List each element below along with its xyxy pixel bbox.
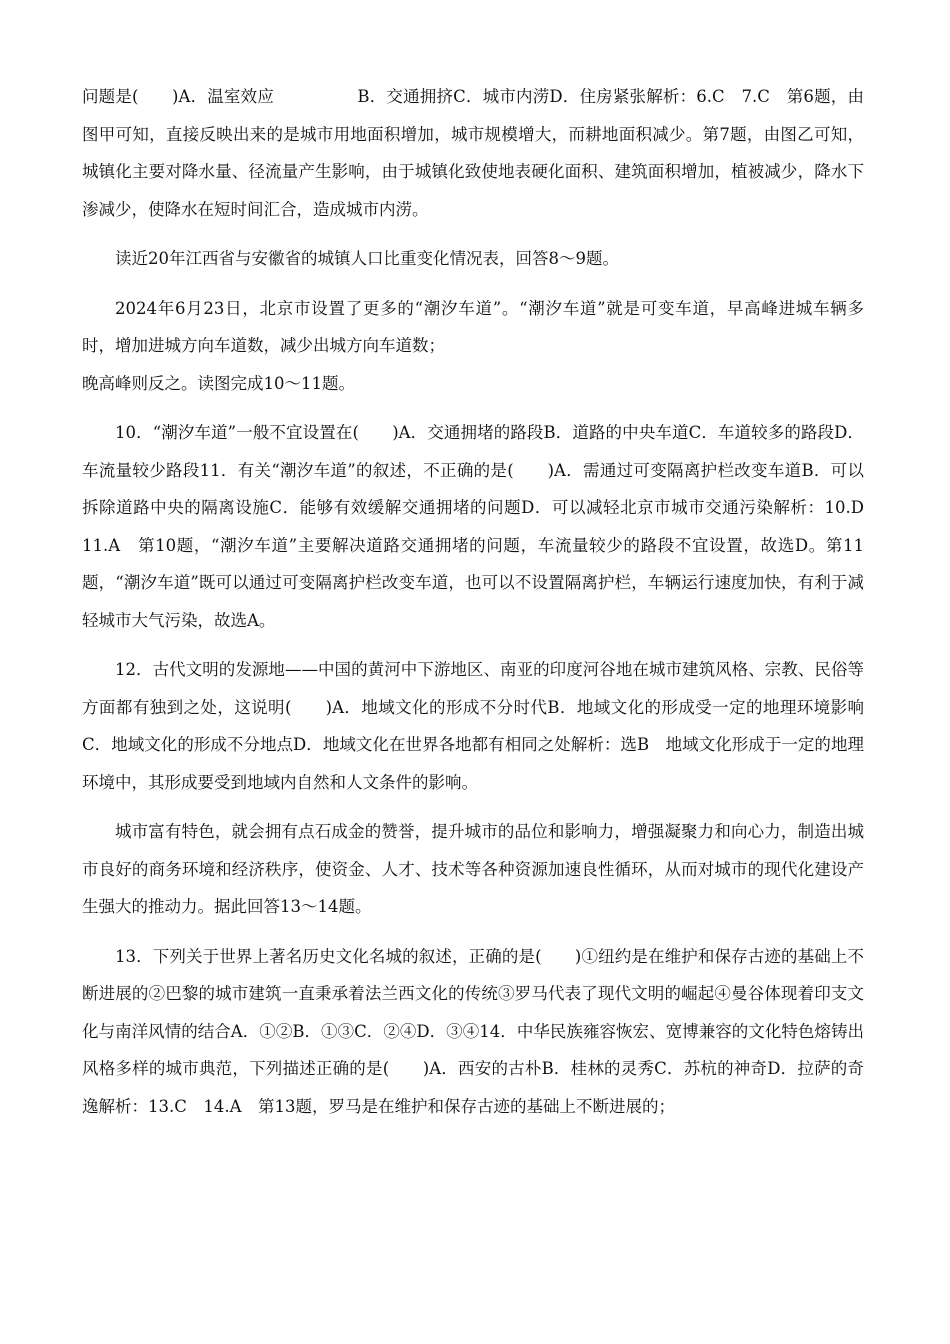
paragraph-q13-14-intro: 城市富有特色，就会拥有点石成金的赞誉，提升城市的品位和影响力，增强凝聚力和向心力，制造出城市良好的商务环境和经济秩序，使资金、人才、技术等各种资源加速良性循环，从而对城市的现代化建设产生强大的推动力。据此回答13～14题。 — [82, 822, 864, 916]
document-page — [82, 78, 881, 1137]
paragraph-q6-7-answer: 问题是( )A．温室效应 B．交通拥挤C．城市内涝D．住房紧张解析：6.C 7.C 第6题，由图甲可知，直接反映出来的是城市用地面积增加，城市规模增大，而耕地面积减少。第7题，由图乙可知，城镇化主要对降水量、径流量产生影响，由于城镇化致使地表硬化面积、建筑面积增加，植被减少，降水下渗减少，使降水在短时间汇合，造成城市内涝。 — [82, 87, 864, 219]
paragraph-q13-14: 13．下列关于世界上著名历史文化名城的叙述，正确的是( )①纽约是在维护和保存古迹的基础上不断进展的②巴黎的城市建筑一直秉承着法兰西文化的传统③罗马代表了现代文明的崛起④曼谷体现着印支文化与南洋风情的结合A．①②B．①③C．②④D．③④14．中华民族雍容恢宏、宽博兼容的文化特色熔铸出风格多样的城市典范，下列描述正确的是( )A．西安的古朴B．桂林的灵秀C．苏杭的神奇D．拉萨的奇逸解析：13.C 14.A 第13题，罗马是在维护和保存古迹的基础上不断进展的； — [82, 946, 864, 1116]
paragraph-q12: 12．古代文明的发源地——中国的黄河中下游地区、南亚的印度河谷地在城市建筑风格、宗教、民俗等方面都有独到之处，这说明( )A．地域文化的形成不分时代B．地域文化的形成受一定的地理环境影响C．地域文化的形成不分地点D．地域文化在世界各地都有相同之处解析：选B 地域文化形成于一定的地理环境中，其形成要受到地域内自然和人文条件的影响。 — [82, 660, 864, 792]
paragraph-q10-11-intro-cont: 晚高峰则反之。读图完成10～11题。 — [82, 373, 355, 393]
paragraph-q10-11: 10．“潮汐车道”一般不宜设置在( )A．交通拥堵的路段B．道路的中央车道C．车道较多的路段D．车流量较少路段11．有关“潮汐车道”的叙述，不正确的是( )A．需通过可变隔离护栏改变车道B．可以拆除道路中央的隔离设施C．能够有效缓解交通拥堵的问题D．可以减轻北京市城市交通污染解析：10.D 11.A 第10题，“潮汐车道”主要解决道路交通拥堵的问题，车流量较少的路段不宜设置，故选D。第11题，“潮汐车道”既可以通过可变隔离护栏改变车道，也可以不设置隔离护栏，车辆运行速度加快，有利于减轻城市大气污染，故选A。 — [82, 423, 881, 630]
paragraph-q8-9-intro: 读近20年江西省与安徽省的城镇人口比重变化情况表，回答8～9题。 — [115, 249, 619, 268]
paragraph-q10-11-intro: 2024年6月23日，北京市设置了更多的“潮汐车道”。“潮汐车道”就是可变车道，早高峰进城车辆多时，增加进城方向车道数，减少出城方向车道数； — [82, 298, 864, 355]
